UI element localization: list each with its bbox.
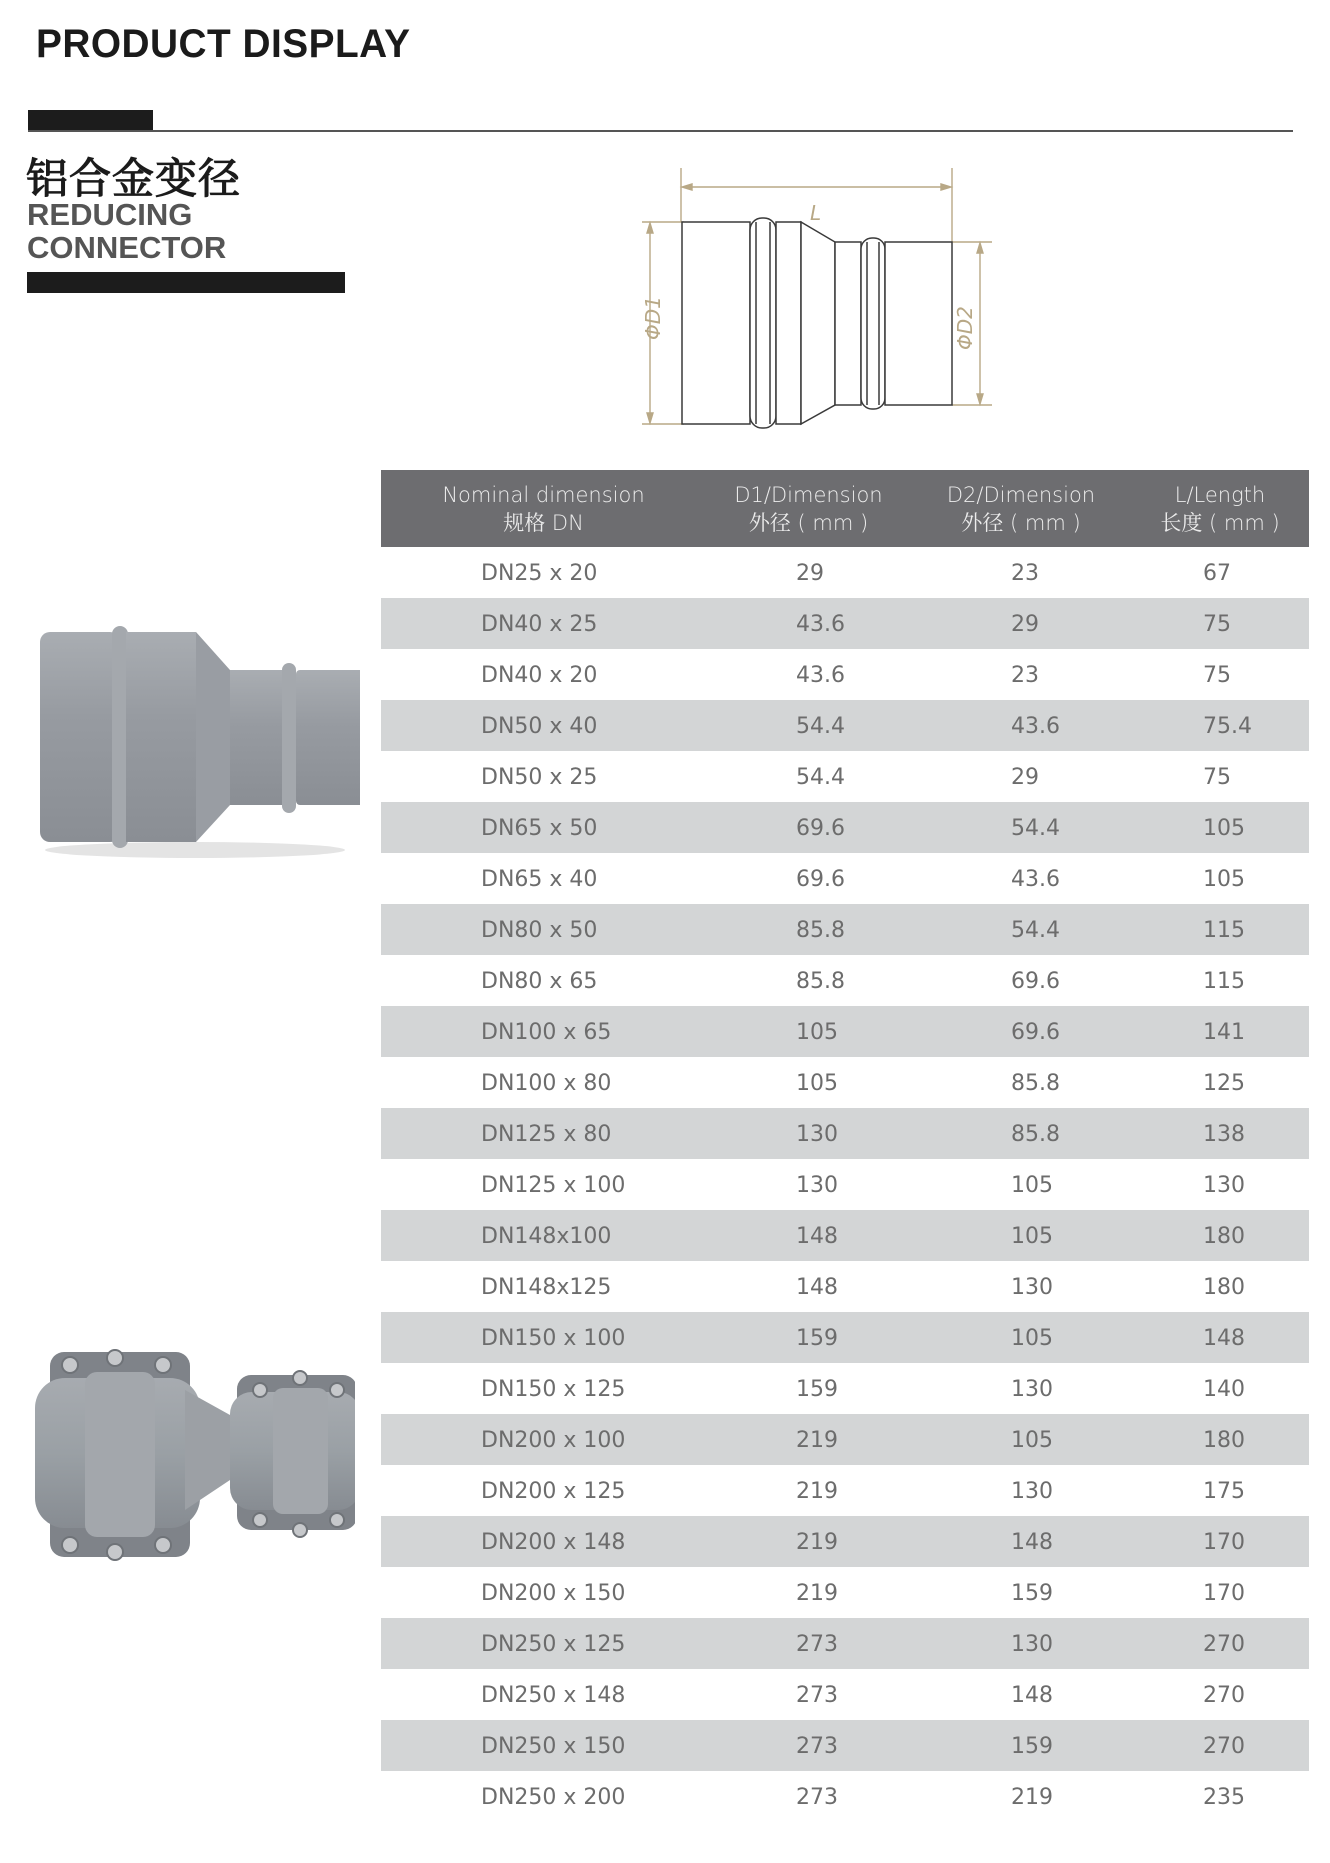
nominal-cell: DN100 x 80 — [481, 1071, 612, 1096]
table-row — [381, 1567, 1309, 1618]
d2-cell: 29 — [1011, 765, 1039, 790]
length-cell: 115 — [1203, 918, 1245, 943]
length-cell: 235 — [1203, 1785, 1245, 1810]
d2-cell: 69.6 — [1011, 1020, 1060, 1045]
product-name-en-line2: CONNECTOR — [27, 230, 227, 265]
nominal-cell: DN40 x 20 — [481, 663, 598, 688]
length-cell: 105 — [1203, 867, 1245, 892]
nominal-cell: DN148x125 — [481, 1275, 612, 1300]
nominal-cell: DN150 x 100 — [481, 1326, 626, 1351]
nominal-cell: DN148x100 — [481, 1224, 612, 1249]
table-row — [381, 1108, 1309, 1159]
title-accent-bar — [28, 110, 153, 131]
length-cell: 148 — [1203, 1326, 1245, 1351]
length-cell: 141 — [1203, 1020, 1245, 1045]
nominal-cell: DN40 x 25 — [481, 612, 598, 637]
d2-cell: 29 — [1011, 612, 1039, 637]
d2-cell: 130 — [1011, 1479, 1053, 1504]
length-cell: 270 — [1203, 1632, 1245, 1657]
nominal-cell: DN200 x 150 — [481, 1581, 626, 1606]
length-cell: 75 — [1203, 663, 1231, 688]
nominal-cell: DN50 x 25 — [481, 765, 598, 790]
length-cell: 180 — [1203, 1224, 1245, 1249]
table-row — [381, 853, 1309, 904]
d1-cell: 69.6 — [796, 816, 845, 841]
column-header-d2: D2/Dimension 外径 ( mm ) — [946, 482, 1096, 535]
nominal-cell: DN80 x 50 — [481, 918, 598, 943]
d1-cell: 69.6 — [796, 867, 845, 892]
d1-cell: 219 — [796, 1479, 838, 1504]
d1-cell: 29 — [796, 561, 824, 586]
d1-cell: 159 — [796, 1377, 838, 1402]
table-row — [381, 1312, 1309, 1363]
nominal-cell: DN25 x 20 — [481, 561, 598, 586]
table-row — [381, 1771, 1309, 1822]
nominal-cell: DN150 x 125 — [481, 1377, 626, 1402]
length-cell: 170 — [1203, 1581, 1245, 1606]
product-name-cn: 铝合金变径 — [26, 154, 242, 203]
table-row — [381, 1057, 1309, 1108]
column-header-length: L/Length 长度 ( mm ) — [1160, 482, 1280, 535]
table-row — [381, 1720, 1309, 1771]
table-row — [381, 1516, 1309, 1567]
table-row — [381, 1210, 1309, 1261]
d1-cell: 219 — [796, 1530, 838, 1555]
length-label: L — [810, 201, 822, 225]
d1-cell: 130 — [796, 1122, 838, 1147]
table-row — [381, 1414, 1309, 1465]
d2-cell: 23 — [1011, 561, 1039, 586]
d1-cell: 219 — [796, 1428, 838, 1453]
d2-cell: 23 — [1011, 663, 1039, 688]
d2-cell: 43.6 — [1011, 714, 1060, 739]
nominal-cell: DN200 x 100 — [481, 1428, 626, 1453]
table-row — [381, 955, 1309, 1006]
nominal-cell: DN50 x 40 — [481, 714, 598, 739]
d2-cell: 159 — [1011, 1581, 1053, 1606]
d2-label: ΦD2 — [953, 306, 977, 350]
length-cell: 175 — [1203, 1479, 1245, 1504]
d1-cell: 54.4 — [796, 714, 845, 739]
d1-cell: 273 — [796, 1632, 838, 1657]
length-cell: 270 — [1203, 1683, 1245, 1708]
d2-cell: 148 — [1011, 1683, 1053, 1708]
title-divider — [28, 130, 1293, 132]
length-cell: 170 — [1203, 1530, 1245, 1555]
d2-cell: 54.4 — [1011, 918, 1060, 943]
d2-cell: 85.8 — [1011, 1071, 1060, 1096]
nominal-cell: DN200 x 125 — [481, 1479, 626, 1504]
table-body — [381, 547, 1309, 1822]
length-cell: 75 — [1203, 765, 1231, 790]
d1-cell: 43.6 — [796, 663, 845, 688]
nominal-cell: DN250 x 148 — [481, 1683, 626, 1708]
length-cell: 180 — [1203, 1275, 1245, 1300]
nominal-cell: DN65 x 40 — [481, 867, 598, 892]
length-cell: 138 — [1203, 1122, 1245, 1147]
dimension-table — [381, 470, 1309, 1822]
d1-cell: 148 — [796, 1224, 838, 1249]
length-cell: 140 — [1203, 1377, 1245, 1402]
nominal-cell: DN250 x 125 — [481, 1632, 626, 1657]
d1-cell: 85.8 — [796, 969, 845, 994]
d1-cell: 54.4 — [796, 765, 845, 790]
length-cell: 125 — [1203, 1071, 1245, 1096]
d2-cell: 148 — [1011, 1530, 1053, 1555]
length-cell: 105 — [1203, 816, 1245, 841]
product-photo-clamp-reducer — [15, 1320, 355, 1580]
d2-cell: 85.8 — [1011, 1122, 1060, 1147]
d1-cell: 130 — [796, 1173, 838, 1198]
table-row — [381, 1159, 1309, 1210]
d2-cell: 54.4 — [1011, 816, 1060, 841]
length-cell: 75.4 — [1203, 714, 1252, 739]
d2-cell: 130 — [1011, 1377, 1053, 1402]
d1-cell: 148 — [796, 1275, 838, 1300]
d1-cell: 273 — [796, 1683, 838, 1708]
nominal-cell: DN125 x 100 — [481, 1173, 626, 1198]
length-cell: 67 — [1203, 561, 1231, 586]
d2-cell: 105 — [1011, 1224, 1053, 1249]
length-cell: 130 — [1203, 1173, 1245, 1198]
d1-label: ΦD1 — [641, 296, 665, 340]
nominal-cell: DN250 x 150 — [481, 1734, 626, 1759]
nominal-cell: DN250 x 200 — [481, 1785, 626, 1810]
table-row — [381, 598, 1309, 649]
d2-cell: 219 — [1011, 1785, 1053, 1810]
product-photo-pressed-reducer — [20, 600, 360, 870]
d1-cell: 105 — [796, 1071, 838, 1096]
nominal-cell: DN200 x 148 — [481, 1530, 626, 1555]
column-header-nominal: Nominal dimension 规格 DN — [442, 482, 645, 535]
d2-cell: 130 — [1011, 1632, 1053, 1657]
d2-cell: 105 — [1011, 1173, 1053, 1198]
column-header-d1: D1/Dimension 外径 ( mm ) — [734, 482, 883, 535]
nominal-cell: DN80 x 65 — [481, 969, 598, 994]
d2-cell: 130 — [1011, 1275, 1053, 1300]
table-row — [381, 904, 1309, 955]
nominal-cell: DN125 x 80 — [481, 1122, 612, 1147]
dimension-diagram — [620, 160, 1040, 435]
table-row — [381, 1363, 1309, 1414]
table-row — [381, 1465, 1309, 1516]
table-row — [381, 1618, 1309, 1669]
nominal-cell: DN65 x 50 — [481, 816, 598, 841]
product-name-en-line1: REDUCING — [27, 197, 193, 232]
table-row — [381, 1669, 1309, 1720]
d1-cell: 273 — [796, 1734, 838, 1759]
d1-cell: 105 — [796, 1020, 838, 1045]
table-row — [381, 547, 1309, 598]
product-name-en — [27, 198, 226, 264]
table-row — [381, 649, 1309, 700]
d1-cell: 159 — [796, 1326, 838, 1351]
d2-cell: 43.6 — [1011, 867, 1060, 892]
table-header — [381, 470, 1309, 547]
page-title: PRODUCT DISPLAY — [36, 22, 411, 66]
nominal-cell: DN100 x 65 — [481, 1020, 612, 1045]
d1-cell: 43.6 — [796, 612, 845, 637]
length-cell: 180 — [1203, 1428, 1245, 1453]
d2-cell: 105 — [1011, 1326, 1053, 1351]
length-cell: 270 — [1203, 1734, 1245, 1759]
table-row — [381, 802, 1309, 853]
table-row — [381, 751, 1309, 802]
d2-cell: 159 — [1011, 1734, 1053, 1759]
d1-cell: 273 — [796, 1785, 838, 1810]
table-row — [381, 700, 1309, 751]
table-row — [381, 1006, 1309, 1057]
section-accent-bar — [27, 272, 345, 293]
d1-cell: 219 — [796, 1581, 838, 1606]
table-row — [381, 1261, 1309, 1312]
d1-cell: 85.8 — [796, 918, 845, 943]
length-cell: 115 — [1203, 969, 1245, 994]
d2-cell: 69.6 — [1011, 969, 1060, 994]
d2-cell: 105 — [1011, 1428, 1053, 1453]
length-cell: 75 — [1203, 612, 1231, 637]
